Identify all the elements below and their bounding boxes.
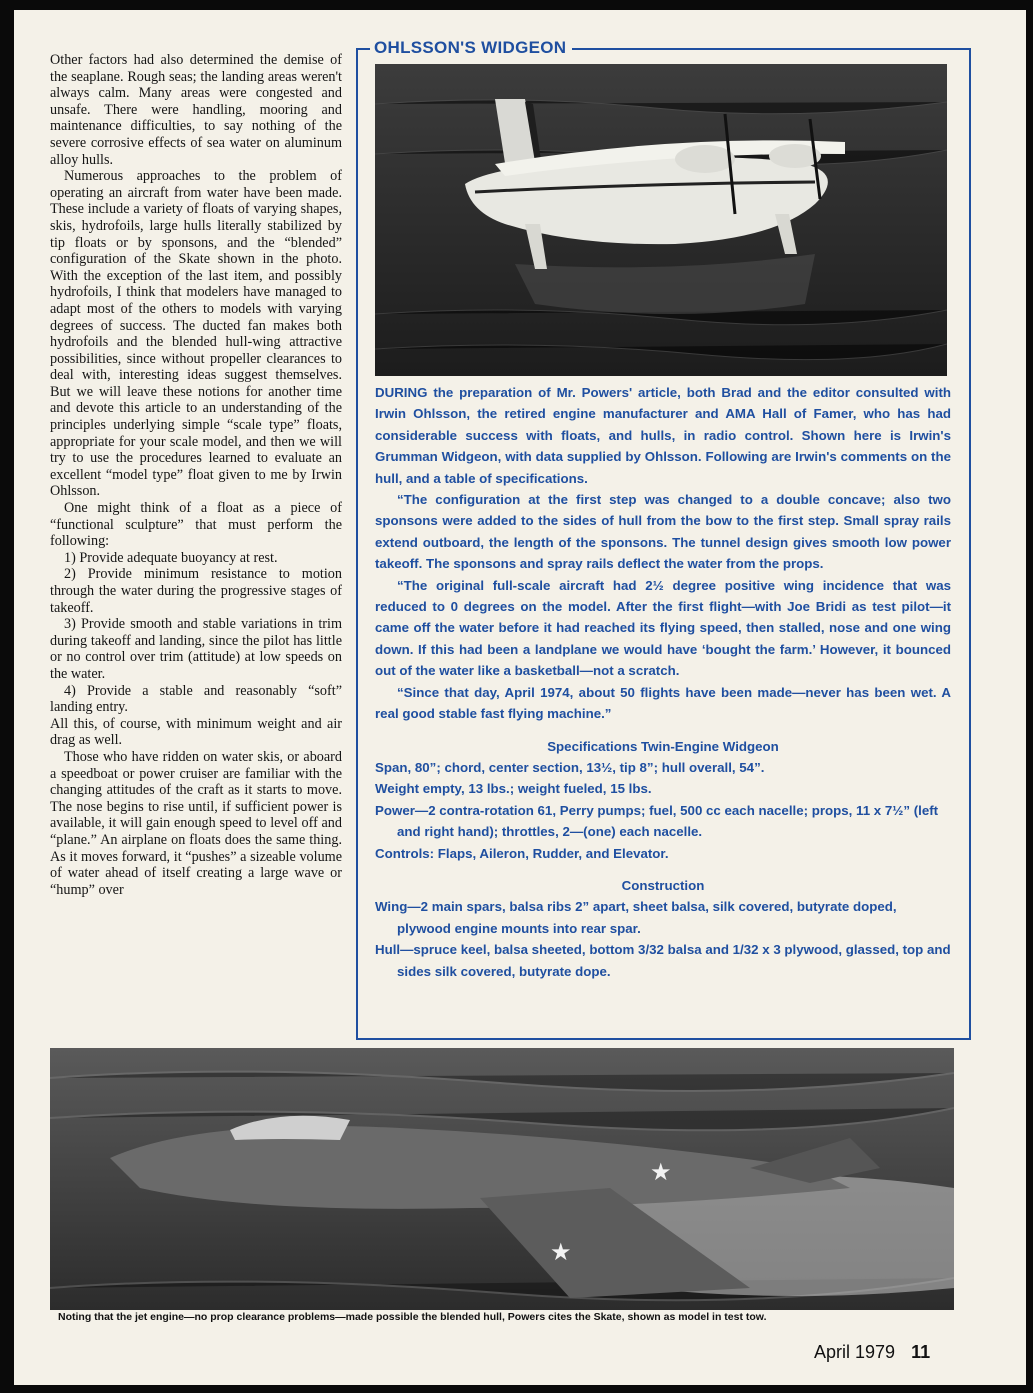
article-paragraph: One might think of a float as a piece of “functional sculpture” that must perform the following: — [50, 500, 342, 550]
article-paragraph: Those who have ridden on water skis, or aboard a speedboat or power cruiser are familiar with the changing attitudes of the craft as it starts to move. The nose begins to rise until, if sufficient power is available, it will gain enough speed to level off and “plane.” An airplane on floats does the same thing. As it moves forward, it “pushes” a sizeable volume of water ahead of itself creating a large wave or “hump” over — [50, 748, 342, 898]
svg-text:★: ★ — [650, 1158, 672, 1186]
construction-line: Wing—2 main spars, balsa ribs 2” apart, sheet balsa, silk covered, butyrate doped, plywood engine mounts into rear spar. — [375, 899, 897, 936]
spec-line: Span, 80”; chord, center section, 13½, tip 8”; hull overall, 54”. — [375, 759, 765, 775]
page-number: 11 — [911, 1342, 931, 1362]
article-paragraph: Other factors had also determined the demise of the seaplane. Rough seas; the landing areas weren't always calm. Many areas were congested and unsafe. There were handling, mooring and maintenance difficulties, to say nothing of the severe corrosive effects of sea water on aluminum alloy hulls. — [50, 52, 342, 168]
sidebar-text-block — [375, 382, 951, 982]
article-paragraph: All this, of course, with minimum weight and air drag as well. — [50, 715, 342, 749]
requirement-item: 4) Provide a stable and reasonably “soft” landing entry. — [50, 682, 342, 716]
sidebar-title: OHLSSON'S WIDGEON — [370, 38, 572, 58]
skate-jet-photo — [50, 1048, 954, 1310]
sidebar-paragraph: “The original full-scale aircraft had 2½ degree positive wing incidence that was reduced to 0 degrees on the model. After the first flight—with Joe Bridi as test pilot—it came off the water before it had reached its flying speed, then stalled, nose and one wing down. If this had been a landplane we would have ‘bought the farm.’ However, it bounced out of the water like a basketball—not a scratch. — [375, 577, 951, 679]
sidebar-paragraph: “Since that day, April 1974, about 50 flights have been made—never has been wet. A real good stable fast flying machine.” — [375, 684, 951, 722]
spec-line: Controls: Flaps, Aileron, Rudder, and Elevator. — [375, 845, 669, 861]
sidebar-paragraph: DURING the preparation of Mr. Powers' article, both Brad and the editor consulted with Irwin Ohlsson, the retired engine manufacturer and AMA Hall of Famer, who has had considerable success with floats, and hulls, in radio control. Shown here is Irwin's Grumman Widgeon, with data supplied by Ohlsson. Following are Irwin's comments on the hull, and a table of specifications. — [375, 385, 951, 486]
sidebar-paragraph: “The configuration at the first step was changed to a double concave; also two sponsons were added to the sides of hull from the bow to the first step. Small spray rails extend outboard, the length of the sponsons. The tunnel design gives smooth low power takeoff. The sponsons and spray rails deflect the water from the props. — [375, 492, 951, 572]
photo-caption: Noting that the jet engine—no prop clearance problems—made possible the blended hull, Powers cites the Skate, shown as model in test tow. — [58, 1311, 767, 1323]
construction-line: Hull—spruce keel, balsa sheeted, bottom 3/32 balsa and 1/32 x 3 plywood, glassed, top and sides silk covered, butyrate dope. — [375, 942, 951, 979]
skate-jet-illustration — [50, 1048, 954, 1310]
requirement-item: 1) Provide adequate buoyancy at rest. — [64, 549, 278, 566]
page-footer — [814, 1342, 930, 1363]
widgeon-seaplane-illustration — [375, 64, 947, 376]
spec-line: Weight empty, 13 lbs.; weight fueled, 15 lbs. — [375, 781, 652, 797]
svg-text:★: ★ — [550, 1238, 572, 1266]
article-body-column — [50, 52, 342, 898]
specs-heading: Specifications Twin-Engine Widgeon — [547, 738, 779, 754]
construction-heading: Construction — [621, 877, 705, 893]
spec-line: Power—2 contra-rotation 61, Perry pumps; fuel, 500 cc each nacelle; props, 11 x 7½” (left and right hand); throttles, 2—(one) each nacelle. — [375, 802, 939, 840]
magazine-page — [14, 10, 1026, 1385]
issue-date: April 1979 — [814, 1342, 896, 1362]
article-paragraph: Numerous approaches to the problem of operating an aircraft from water have been made. These include a variety of floats of varying shapes, skis, hydrofoils, large hulls literally stabilized by tip floats or by sponsons, and the “blended” configuration of the Skate shown in the photo. With the exception of the last item, and possibly hydrofoils, I think that modelers have managed to adapt most of the others to models with varying degrees of success. The ducted fan makes both hydrofoils and the blended hull-wing attractive possibilities, since without propeller clearances to deal with, interesting ideas suggest themselves. But we will leave these notions for another time and devote this article to an understanding of the principles underlying simple “scale type” floats, appropriate for your scale model, and then we will try to use the procedures learned to evaluate an excellent “model type” float given to me by Irwin Ohlsson. — [50, 168, 342, 500]
requirement-item: 2) Provide minimum resistance to motion through the water during the progressive stages of takeoff. — [50, 566, 342, 616]
requirement-item: 3) Provide smooth and stable variations in trim during takeoff and landing, since the pilot has little or no control over trim (attitude) at low speeds on the water. — [50, 616, 342, 682]
widgeon-photo — [375, 64, 947, 376]
widgeon-sidebar-box — [356, 38, 971, 1040]
